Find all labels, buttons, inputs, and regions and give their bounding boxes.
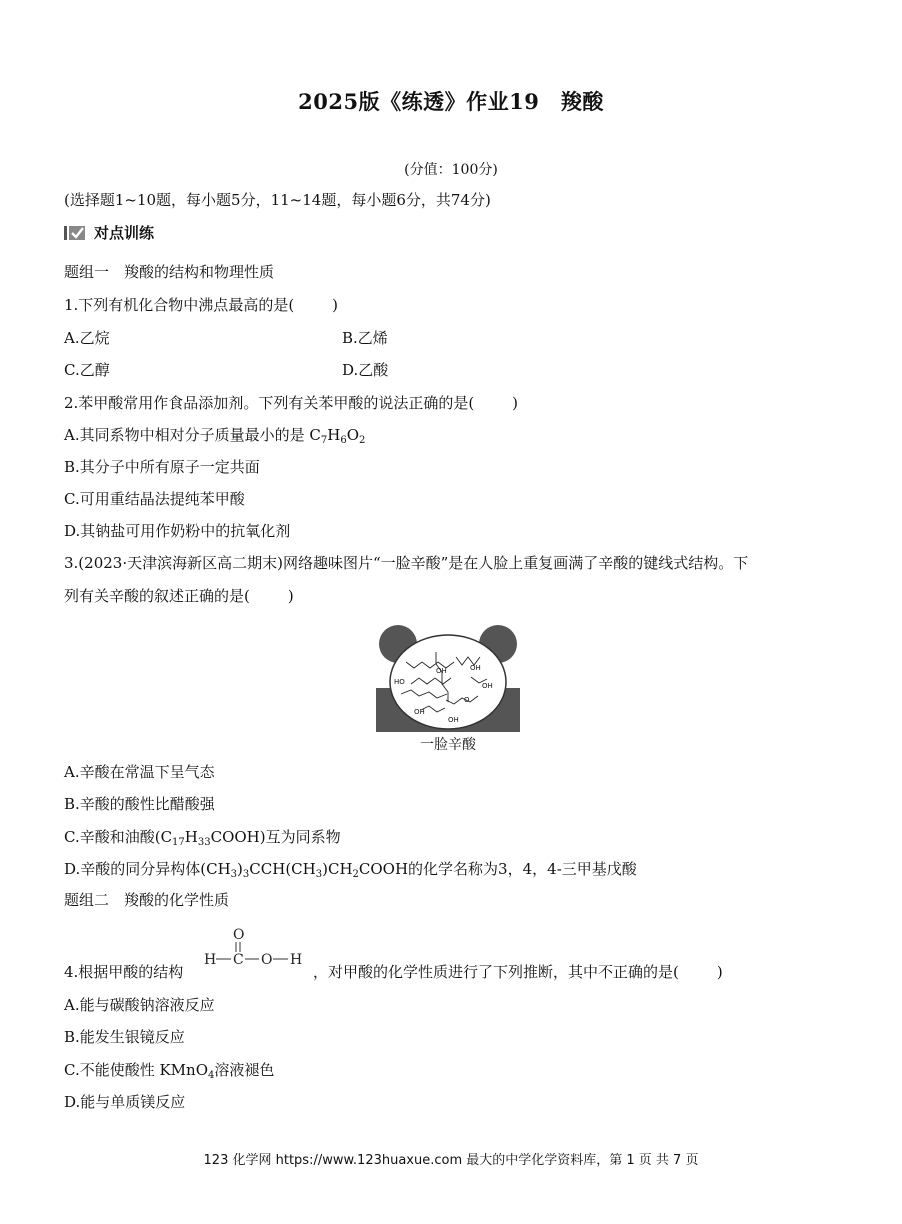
question-3-stem-line2: 列有关辛酸的叙述正确的是( ) (64, 587, 294, 605)
q1-option-a: A.乙烷 (64, 329, 110, 347)
figure-label: OH (470, 664, 481, 672)
formula-atom: O (233, 927, 245, 943)
question-2-stem: 2.苯甲酸常用作食品添加剂。下列有关苯甲酸的说法正确的是( ) (64, 394, 519, 412)
figure-label: HO (394, 678, 405, 686)
q2-option-b: B.其分子中所有原子一定共面 (64, 458, 260, 476)
section-label: 对点训练 (94, 224, 155, 242)
q2-option-a: A.其同系物中相对分子质量最小的是 $C_7H_6O_2$ (64, 426, 366, 446)
instructions: (选择题1~10题，每小题5分，11~14题，每小题6分，共74分) (64, 191, 491, 209)
formula-atom: O (261, 952, 273, 968)
q2-option-d: D.其钠盐可用作奶粉中的抗氧化剂 (64, 522, 291, 540)
q3-option-c: C.辛酸和油酸$(C_{17}H_{33}COOH)$互为同系物 (64, 828, 341, 848)
q1-option-b: B.乙烯 (342, 329, 388, 347)
score-note: (分值：100分) (404, 162, 498, 178)
figure-label: OH (482, 682, 493, 690)
checklist-icon (64, 225, 86, 245)
question-1-stem: 1.下列有机化合物中沸点最高的是( ) (64, 296, 339, 314)
q3-option-d: D.辛酸的同分异构体$(CH_3)_3CCH(CH_3)CH_2COOH$的化学名称为3，4，4-三甲基戊酸 (64, 860, 637, 880)
question-4-stem-post: ，对甲酸的化学性质进行了下列推断，其中不正确的是( ) (313, 963, 723, 981)
figure-label: OH (436, 667, 447, 675)
section-heading (64, 222, 154, 245)
q4-option-b: B.能发生银镜反应 (64, 1028, 185, 1046)
figure-label: O (464, 696, 470, 704)
panda-octanoic-acid-figure (376, 622, 520, 732)
q3-option-b: B.辛酸的酸性比醋酸强 (64, 795, 215, 813)
q4-option-d: D.能与单质镁反应 (64, 1093, 186, 1111)
page-title: 2025版《练透》作业19 羧酸 (298, 89, 604, 114)
q4-option-c: C.不能使酸性 KMnO$_4$溶液褪色 (64, 1061, 275, 1081)
q1-option-d: D.乙酸 (342, 361, 389, 379)
figure-label: OH (448, 716, 459, 724)
question-3-stem-line1: 3.(2023·天津滨海新区高二期末)网络趣味图片“一脸辛酸”是在人脸上重复画满了辛酸的键线式结构。下 (64, 554, 749, 572)
group2-heading: 题组二 羧酸的化学性质 (64, 891, 230, 909)
group1-heading: 题组一 羧酸的结构和物理性质 (64, 263, 275, 281)
q3-option-a: A.辛酸在常温下呈气态 (64, 763, 215, 781)
page-footer: 123 化学网 https://www.123huaxue.com 最大的中学化学资料库，第 1 页 共 7 页 (203, 1153, 699, 1168)
question-4-stem-pre: 4.根据甲酸的结构 (64, 963, 184, 981)
formic-acid-structure (203, 924, 307, 968)
formula-atom: H (204, 952, 217, 968)
q4-option-a: A.能与碳酸钠溶液反应 (64, 996, 215, 1014)
figure-label: OH (414, 708, 425, 716)
q1-option-c: C.乙醇 (64, 361, 110, 379)
formula-atom: C (233, 952, 244, 968)
formula-atom: H (290, 952, 303, 968)
q2-option-c: C.可用重结晶法提纯苯甲酸 (64, 490, 245, 508)
figure-caption: 一脸辛酸 (420, 737, 476, 753)
